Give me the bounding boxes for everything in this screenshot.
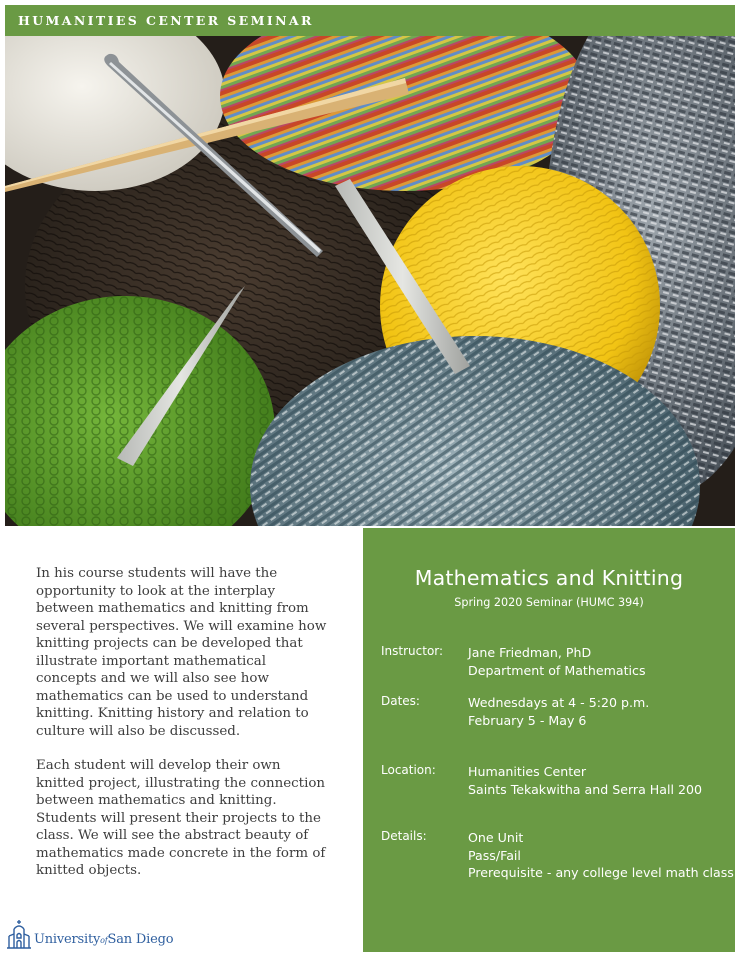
dates-value [468,694,649,729]
description-paragraph-1: In his course students will have the opportunity to look at the interplay between mathematics and knitting from several perspectives. We will examine how knitting projects can be developed that illustrate important mathematical concepts and we will also see how mathematics can be used to understand knitting. Knitting history and relation to culture will also be discussed. [36,566,327,739]
location-room: Saints Tekakwitha and Serra Hall 200 [468,781,703,797]
dates-label: Dates: [381,694,420,708]
location-value [468,763,702,798]
logo-text-san-diego: San Diego [107,932,174,947]
instructor-name: Jane Friedman, PhD [468,645,592,660]
course-title: Mathematics and Knitting [414,566,684,590]
details-units: One Unit [468,830,524,845]
details-grading: Pass/Fail [468,847,521,863]
details-prerequisite: Prerequisite - any college level math class [468,865,734,880]
instructor-value [468,644,646,679]
course-info-panel [363,528,735,952]
logo-text-of: of [100,936,108,945]
instructor-label: Instructor: [381,644,444,658]
dates-time: Wednesdays at 4 - 5:20 p.m. [468,695,650,710]
course-description [36,565,330,897]
details-value [468,829,734,882]
course-subtitle: Spring 2020 Seminar (HUMC 394) [454,596,644,609]
description-paragraph-2: Each student will develop their own knitted project, illustrating the connection between mathematics and knitting. Students will present their projects to the class. We will see the abstract beauty of mathematics made concrete in the form of knitted objects. [36,758,326,878]
university-logo [6,918,186,952]
location-label: Location: [381,763,436,777]
header-bar [5,5,735,36]
details-label: Details: [381,829,427,843]
logo-wordmark [34,932,173,947]
location-building: Humanities Center [468,764,587,779]
yarn-photo [5,36,735,526]
dates-range: February 5 - May 6 [468,712,587,728]
mission-tower-icon [6,918,32,950]
logo-text-university: University [34,932,101,947]
instructor-department: Department of Mathematics [468,662,646,678]
header-title: HUMANITIES CENTER SEMINAR [18,13,314,28]
